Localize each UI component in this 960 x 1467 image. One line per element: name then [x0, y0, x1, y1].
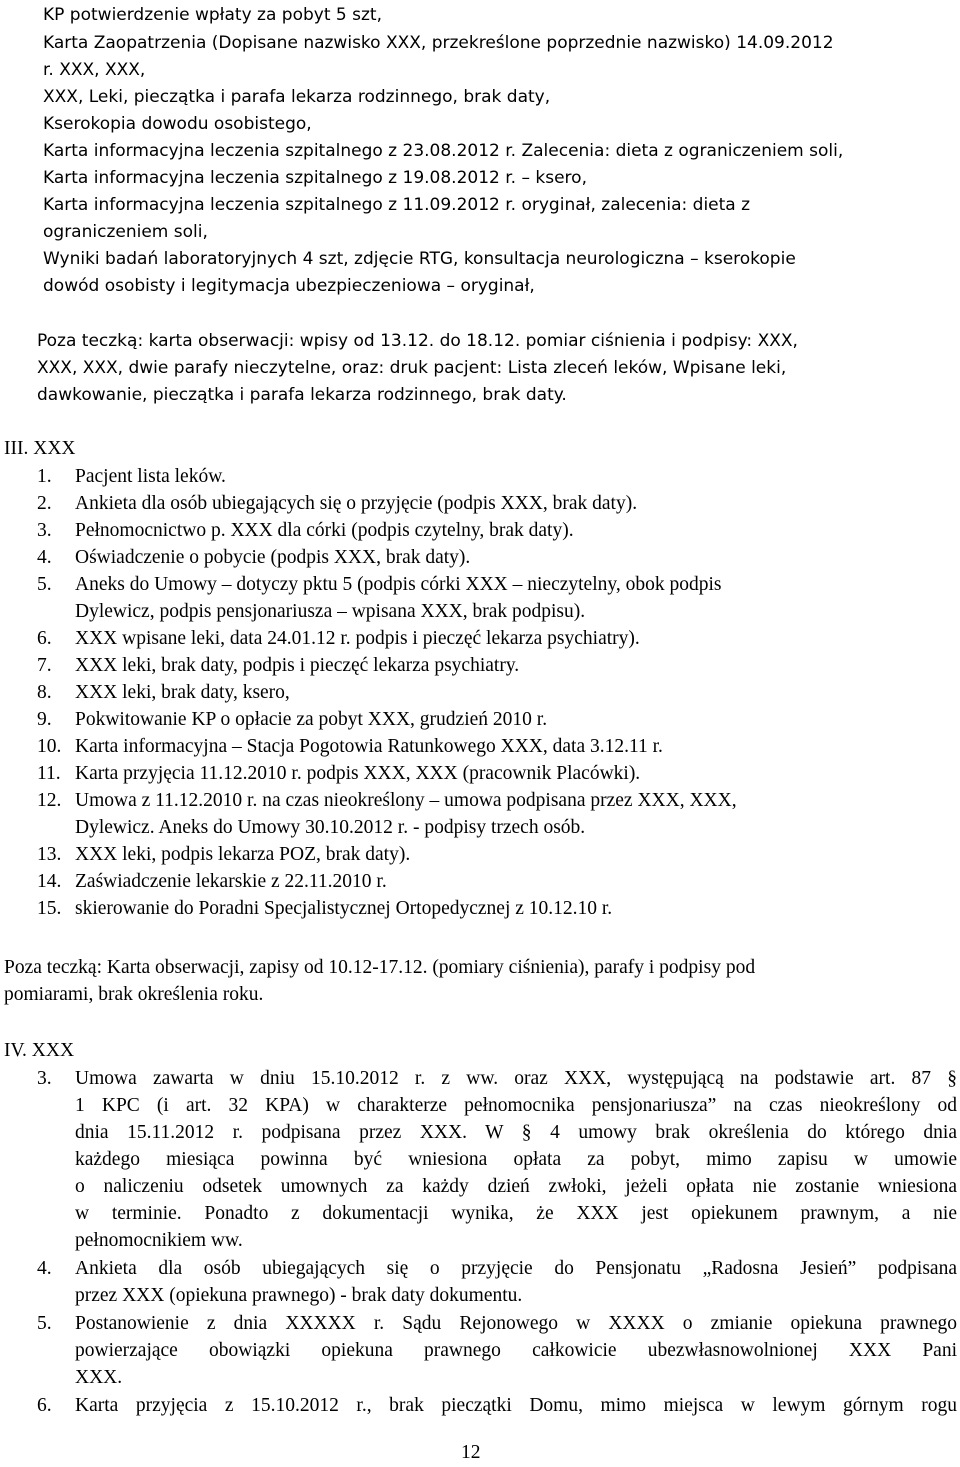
- list-item-continuation: każdego miesiąca powinna być wniesiona opłata za pobyt, mimo zapisu w umowie: [75, 1149, 957, 1170]
- list-item-number: 8.: [37, 682, 52, 703]
- list-item-number: 15.: [37, 898, 62, 919]
- text-line: Karta Zaopatrzenia (Dopisane nazwisko XXX, przekreślone poprzednie nazwisko) 14.09.2012: [43, 33, 834, 53]
- text-line: ograniczeniem soli,: [43, 222, 208, 242]
- list-item: Karta przyjęcia 11.12.2010 r. podpis XXX, XXX (pracownik Placówki).: [75, 763, 641, 784]
- list-item-number: 1.: [37, 466, 52, 487]
- list-item-continuation: 1 KPC (i art. 32 KPA) w charakterze pełnomocnika pensjonariusza” na czas nieokreślony od: [75, 1095, 957, 1116]
- text-line: dawkowanie, pieczątka i parafa lekarza rodzinnego, brak daty.: [37, 385, 567, 405]
- list-item: Ankieta dla osób ubiegających się o przyjęcie do Pensjonatu „Radosna Jesień” podpisana: [75, 1258, 957, 1279]
- list-item-continuation: pełnomocnikiem ww.: [75, 1230, 243, 1251]
- list-item: XXX wpisane leki, data 24.01.12 r. podpis i pieczęć lekarza psychiatry).: [75, 628, 640, 649]
- list-item: Pacjent lista leków.: [75, 466, 226, 487]
- list-item-number: 6.: [37, 628, 52, 649]
- section-heading: IV. XXX: [4, 1040, 75, 1061]
- list-item: Karta przyjęcia z 15.10.2012 r., brak pieczątki Domu, mimo miejsca w lewym górnym rogu: [75, 1395, 957, 1416]
- list-item-number: 2.: [37, 493, 52, 514]
- list-item: skierowanie do Poradni Specjalistycznej Ortopedycznej z 10.12.10 r.: [75, 898, 613, 919]
- list-item-number: 7.: [37, 655, 52, 676]
- list-item: Ankieta dla osób ubiegających się o przyjęcie (podpis XXX, brak daty).: [75, 493, 638, 514]
- text-line: Karta informacyjna leczenia szpitalnego z 23.08.2012 r. Zalecenia: dieta z ograniczeniem soli,: [43, 141, 844, 161]
- text-line: pomiarami, brak określenia roku.: [4, 984, 264, 1005]
- list-item-number: 3.: [37, 1068, 52, 1089]
- list-item-number: 5.: [37, 1313, 52, 1334]
- list-item-number: 5.: [37, 574, 52, 595]
- list-item: Aneks do Umowy – dotyczy pktu 5 (podpis córki XXX – nieczytelny, obok podpis: [75, 574, 722, 595]
- list-item: Pełnomocnictwo p. XXX dla córki (podpis czytelny, brak daty).: [75, 520, 574, 541]
- list-item-number: 13.: [37, 844, 62, 865]
- list-item-number: 4.: [37, 547, 52, 568]
- list-item-continuation: dnia 15.11.2012 r. podpisana przez XXX. W § 4 umowy brak określenia do którego dnia: [75, 1122, 957, 1143]
- text-line: r. XXX, XXX,: [43, 60, 146, 80]
- list-item: Zaświadczenie lekarskie z 22.11.2010 r.: [75, 871, 387, 892]
- list-item-number: 6.: [37, 1395, 52, 1416]
- text-line: Wyniki badań laboratoryjnych 4 szt, zdjęcie RTG, konsultacja neurologiczna – kserokopie: [43, 249, 796, 269]
- list-item-continuation: Dylewicz, podpis pensjonariusza – wpisana XXX, brak podpisu).: [75, 601, 586, 622]
- text-line: Karta informacyjna leczenia szpitalnego z 19.08.2012 r. – ksero,: [43, 168, 587, 188]
- list-item-continuation: o naliczeniu odsetek umownych za każdy dzień zwłoki, jeżeli opłata nie zostanie wniesiona: [75, 1176, 957, 1197]
- list-item-number: 3.: [37, 520, 52, 541]
- text-line: XXX, Leki, pieczątka i parafa lekarza rodzinnego, brak daty,: [43, 87, 551, 107]
- list-item-continuation: powierzające obowiązki opiekuna prawnego całkowicie ubezwłasnowolnionej XXX Pani: [75, 1340, 957, 1361]
- list-item-number: 10.: [37, 736, 62, 757]
- list-item-continuation: przez XXX (opiekuna prawnego) - brak daty dokumentu.: [75, 1285, 523, 1306]
- list-item-number: 9.: [37, 709, 52, 730]
- list-item-number: 11.: [37, 763, 61, 784]
- text-line: Poza teczką: Karta obserwacji, zapisy od 10.12-17.12. (pomiary ciśnienia), parafy i podpisy pod: [4, 957, 756, 978]
- text-line: KP potwierdzenie wpłaty za pobyt 5 szt,: [43, 5, 382, 25]
- section-heading: III. XXX: [4, 438, 76, 459]
- text-line: Kserokopia dowodu osobistego,: [43, 114, 312, 134]
- list-item-number: 14.: [37, 871, 62, 892]
- list-item: XXX leki, brak daty, podpis i pieczęć lekarza psychiatry.: [75, 655, 520, 676]
- list-item-continuation: Dylewicz. Aneks do Umowy 30.10.2012 r. - podpisy trzech osób.: [75, 817, 586, 838]
- text-line: Poza teczką: karta obserwacji: wpisy od 13.12. do 18.12. pomiar ciśnienia i podpisy: XXX,: [37, 331, 798, 351]
- text-line: dowód osobisty i legitymacja ubezpieczeniowa – oryginał,: [43, 276, 535, 296]
- list-item-continuation: XXX.: [75, 1367, 123, 1388]
- text-line: Karta informacyjna leczenia szpitalnego z 11.09.2012 r. oryginał, zalecenia: dieta z: [43, 195, 751, 215]
- list-item: XXX leki, brak daty, ksero,: [75, 682, 290, 703]
- list-item: Pokwitowanie KP o opłacie za pobyt XXX, grudzień 2010 r.: [75, 709, 548, 730]
- list-item: Umowa zawarta w dniu 15.10.2012 r. z ww. oraz XXX, występującą na podstawie art. 87 §: [75, 1068, 957, 1089]
- list-item: Umowa z 11.12.2010 r. na czas nieokreślony – umowa podpisana przez XXX, XXX,: [75, 790, 737, 811]
- page-number: 12: [461, 1442, 481, 1463]
- list-item-number: 12.: [37, 790, 62, 811]
- list-item-number: 4.: [37, 1258, 52, 1279]
- list-item: Oświadczenie o pobycie (podpis XXX, brak daty).: [75, 547, 471, 568]
- text-line: XXX, XXX, dwie parafy nieczytelne, oraz: druk pacjent: Lista zleceń leków, Wpisane leki,: [37, 358, 787, 378]
- list-item-continuation: w terminie. Ponadto z dokumentacji wynika, że XXX jest opiekunem prawnym, a nie: [75, 1203, 957, 1224]
- list-item: Karta informacyjna – Stacja Pogotowia Ratunkowego XXX, data 3.12.11 r.: [75, 736, 663, 757]
- list-item: Postanowienie z dnia XXXXX r. Sądu Rejonowego w XXXX o zmianie opiekuna prawnego: [75, 1313, 957, 1334]
- list-item: XXX leki, podpis lekarza POZ, brak daty).: [75, 844, 411, 865]
